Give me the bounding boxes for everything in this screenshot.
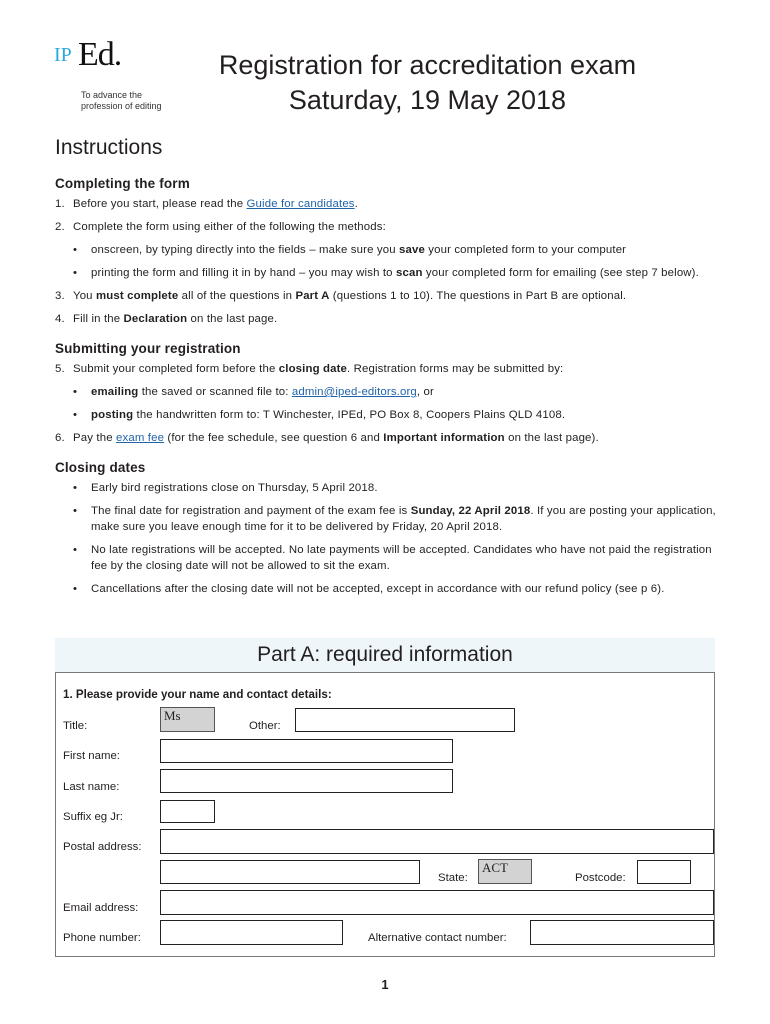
page-title	[170, 48, 685, 118]
bold-text: save	[399, 244, 425, 256]
text: (questions 1 to 10). The questions in Part B are optional.	[329, 290, 627, 302]
list-marker: •	[73, 409, 78, 421]
text: Before you start, please read the	[73, 198, 247, 210]
instructions-section	[55, 460, 720, 597]
bold-text: Part A	[295, 290, 330, 302]
text: No late registrations will be accepted. No late payments will be accepted. Candidates who have not paid the registration fee by the closing date will not be allowed to sit the exam.	[91, 544, 712, 572]
text: (for the fee schedule, see question 6 and	[164, 432, 384, 444]
bullet-item	[55, 384, 720, 400]
bullet-item	[55, 480, 720, 496]
postal-address-label: Postal address:	[63, 841, 142, 853]
bullet-item	[55, 407, 720, 423]
link[interactable]: admin@iped-editors.org	[291, 386, 417, 398]
text: on the last page).	[504, 432, 599, 444]
bullet-item	[55, 265, 720, 281]
text: Pay the	[73, 432, 116, 444]
text: Complete the form using either of the following the methods:	[73, 221, 386, 233]
section-heading: Submitting your registration	[55, 341, 241, 356]
text: the saved or scanned file to:	[138, 386, 292, 398]
text: on the last page.	[187, 313, 278, 325]
section-heading: Completing the form	[55, 176, 190, 191]
list-marker: 5.	[55, 363, 65, 375]
tagline-line: profession of editing	[81, 101, 162, 111]
page-number: 1	[381, 977, 389, 992]
instructions-section	[55, 176, 720, 327]
other-title-input[interactable]	[295, 708, 515, 732]
text: all of the questions in	[178, 290, 296, 302]
state-select[interactable]: ACT	[478, 859, 532, 884]
alt-contact-input[interactable]	[530, 920, 714, 945]
list-marker: •	[73, 505, 78, 517]
title-select[interactable]: Ms	[160, 707, 215, 732]
text: your completed form for emailing (see step 7 below).	[422, 267, 699, 279]
tagline-line: To advance the	[81, 90, 143, 100]
numbered-item	[55, 361, 720, 377]
list-marker: 6.	[55, 432, 65, 444]
list-marker: 4.	[55, 313, 65, 325]
bold-text: Declaration	[123, 313, 188, 325]
instructions-heading: Instructions	[55, 136, 163, 159]
first-name-label: First name:	[63, 750, 120, 762]
list-marker: •	[73, 544, 78, 556]
text: .	[354, 198, 358, 210]
list-marker: 3.	[55, 290, 65, 302]
list-marker: •	[73, 244, 78, 256]
text: Cancellations after the closing date will not be accepted, except in accordance with our refund policy (see p 6).	[91, 583, 665, 595]
state-label: State:	[438, 872, 468, 884]
phone-label: Phone number:	[63, 932, 141, 944]
section-heading: Closing dates	[55, 460, 146, 475]
text: . Registration forms may be submitted by:	[347, 363, 564, 375]
list-marker: 2.	[55, 221, 65, 233]
bullet-item	[55, 242, 720, 258]
list-marker: •	[73, 482, 78, 494]
numbered-item	[55, 288, 720, 304]
text: the handwritten form to: T Winchester, IPEd, PO Box 8, Coopers Plains QLD 4108.	[133, 409, 566, 421]
instructions-section	[55, 341, 720, 446]
alt-contact-label: Alternative contact number:	[368, 932, 507, 944]
numbered-item	[55, 311, 720, 327]
bullet-item	[55, 503, 720, 535]
last-name-label: Last name:	[63, 781, 120, 793]
phone-input[interactable]	[160, 920, 343, 945]
email-input[interactable]	[160, 890, 714, 915]
text: your completed form to your computer	[424, 244, 627, 256]
logo-ip: IP	[54, 44, 72, 66]
postal-address-line-2-input[interactable]	[160, 860, 420, 884]
link[interactable]: exam fee	[116, 432, 165, 444]
first-name-input[interactable]	[160, 739, 453, 763]
last-name-input[interactable]	[160, 769, 453, 793]
list-marker: 1.	[55, 198, 65, 210]
bold-text: posting	[91, 409, 134, 421]
list-marker: •	[73, 583, 78, 595]
bold-text: must complete	[96, 290, 179, 302]
logo-ed: Ed.	[78, 36, 122, 73]
link[interactable]: Guide for candidates	[246, 198, 355, 210]
other-label: Other:	[249, 720, 281, 732]
bullet-item	[55, 542, 720, 574]
text: Fill in the	[73, 313, 124, 325]
list-marker: •	[73, 267, 78, 279]
logo-tagline	[81, 90, 162, 112]
text: Submit your completed form before the	[73, 363, 279, 375]
part-a-heading: Part A: required information	[55, 638, 715, 672]
bold-text: Important information	[383, 432, 505, 444]
postcode-input[interactable]	[637, 860, 691, 884]
text: . If you are posting your application, make sure you leave enough time for it to be delivered by Friday, 20 April 2018.	[91, 505, 716, 533]
postal-address-line-1-input[interactable]	[160, 829, 714, 854]
text: printing the form and filling it in by hand – you may wish to	[91, 267, 396, 279]
numbered-item	[55, 219, 720, 235]
title-line-2: Saturday, 19 May 2018	[288, 85, 567, 115]
numbered-item	[55, 430, 720, 446]
bold-text: scan	[395, 267, 423, 279]
numbered-item	[55, 196, 720, 212]
suffix-input[interactable]	[160, 800, 215, 823]
email-label: Email address:	[63, 902, 139, 914]
title-line-1: Registration for accreditation exam	[218, 50, 637, 80]
text: The final date for registration and payment of the exam fee is	[91, 505, 411, 517]
text: , or	[416, 386, 434, 398]
bullet-item	[55, 581, 720, 597]
instructions-body	[55, 176, 720, 604]
title-label: Title:	[63, 720, 88, 732]
bold-text: closing date	[278, 363, 348, 375]
list-marker: •	[73, 386, 78, 398]
question-1-label: 1. Please provide your name and contact details:	[63, 688, 332, 701]
text: You	[73, 290, 96, 302]
bold-text: emailing	[91, 386, 139, 398]
text: Early bird registrations close on Thursday, 5 April 2018.	[91, 482, 378, 494]
text: onscreen, by typing directly into the fields – make sure you	[91, 244, 399, 256]
suffix-label: Suffix eg Jr:	[63, 811, 123, 823]
bold-text: Sunday, 22 April 2018	[410, 505, 531, 517]
postcode-label: Postcode:	[575, 872, 626, 884]
